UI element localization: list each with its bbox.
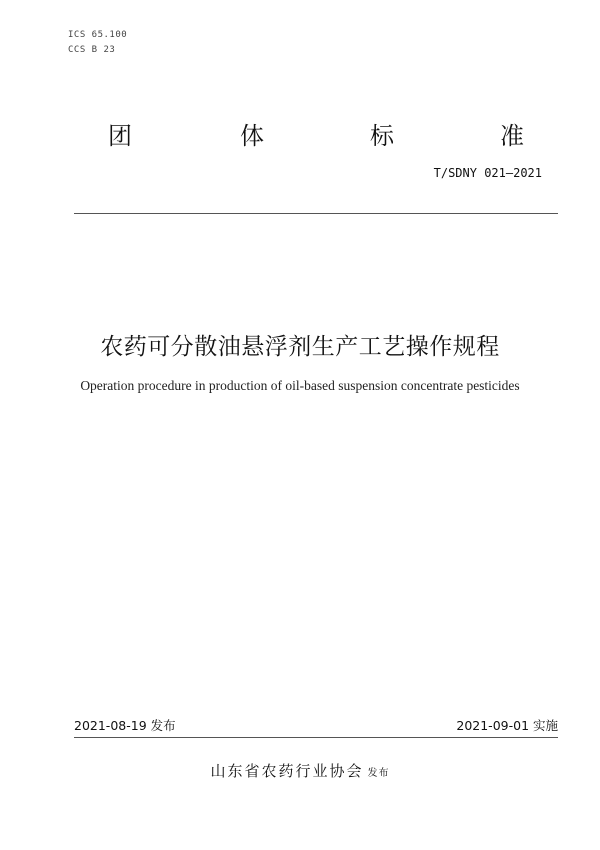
document-title-english: Operation procedure in production of oil-based suspension concentrate pesticides bbox=[80, 378, 520, 393]
issuer-name: 山东省农药行业协会 bbox=[210, 762, 364, 780]
ccs-code: CCS B 23 bbox=[68, 45, 116, 55]
ics-code: ICS 65.100 bbox=[68, 30, 128, 40]
issuer-suffix: 发布 bbox=[367, 768, 390, 779]
top-divider bbox=[74, 213, 558, 214]
standard-kind-char: 准 bbox=[500, 122, 524, 150]
standard-kind-char: 标 bbox=[370, 122, 394, 150]
implementation-date: 2021-09-01 实施 bbox=[456, 718, 558, 733]
standard-code: T/SDNY 021—2021 bbox=[433, 166, 542, 180]
issuer bbox=[0, 760, 600, 781]
standard-kind-char: 团 bbox=[108, 122, 132, 150]
bottom-divider bbox=[74, 737, 558, 738]
standard-kind-char: 体 bbox=[240, 122, 264, 150]
document-title-chinese: 农药可分散油悬浮剂生产工艺操作规程 bbox=[100, 334, 500, 360]
issue-date: 2021-08-19 发布 bbox=[74, 718, 176, 733]
